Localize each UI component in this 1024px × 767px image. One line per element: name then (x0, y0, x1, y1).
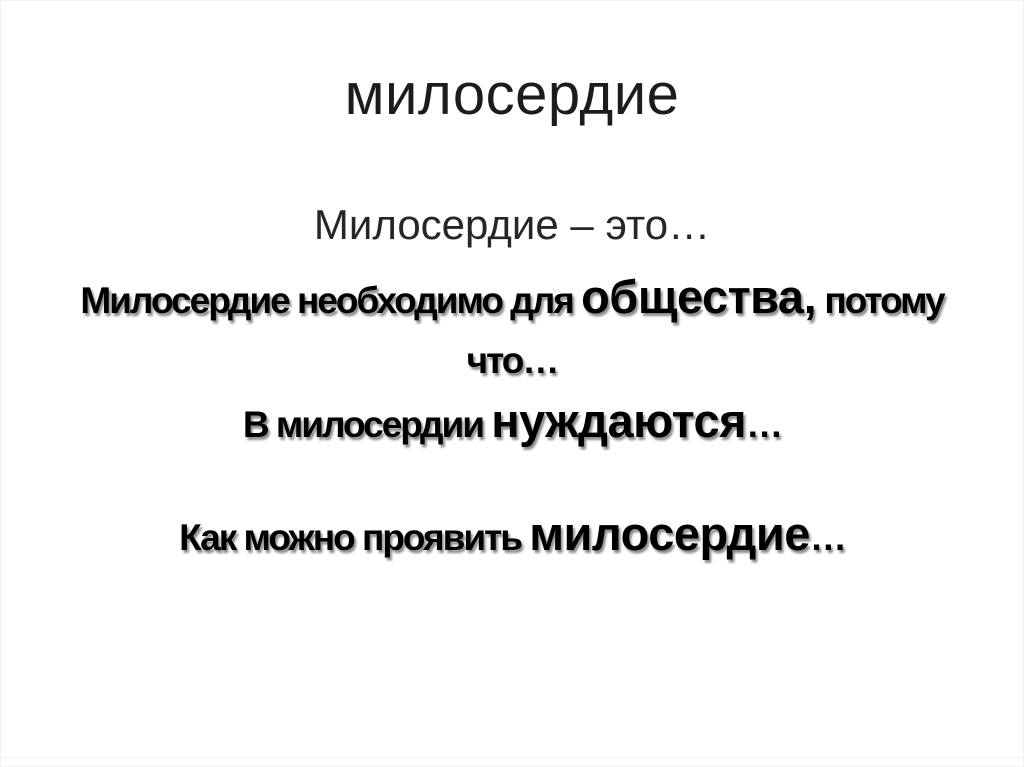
slide-subtitle: Милосердие – это… (313, 201, 711, 248)
body-text-segment-condensed: Как можно проявить (179, 517, 530, 558)
slide-body (1, 271, 1023, 572)
body-text-segment-condensed: что… (466, 340, 558, 381)
body-text-segment-wide: общества, (581, 270, 817, 323)
body-text-segment-condensed: … (746, 404, 782, 445)
slide-title: милосердие (344, 62, 680, 127)
body-line (1, 271, 1023, 335)
body-text-segment-condensed: потому (816, 280, 944, 321)
body-line (1, 508, 1023, 572)
body-text-segment-condensed: … (809, 517, 845, 558)
body-line (1, 395, 1023, 459)
body-text-segment-condensed: Милосердие необходимо для (80, 280, 582, 321)
body-line (1, 335, 1023, 395)
body-text-segment-wide: нуждаются (491, 394, 747, 447)
body-text-segment-wide: милосердие (529, 507, 810, 560)
blank-line-spacer (1, 459, 1023, 508)
body-text-segment-condensed: В милосердии (242, 404, 492, 445)
